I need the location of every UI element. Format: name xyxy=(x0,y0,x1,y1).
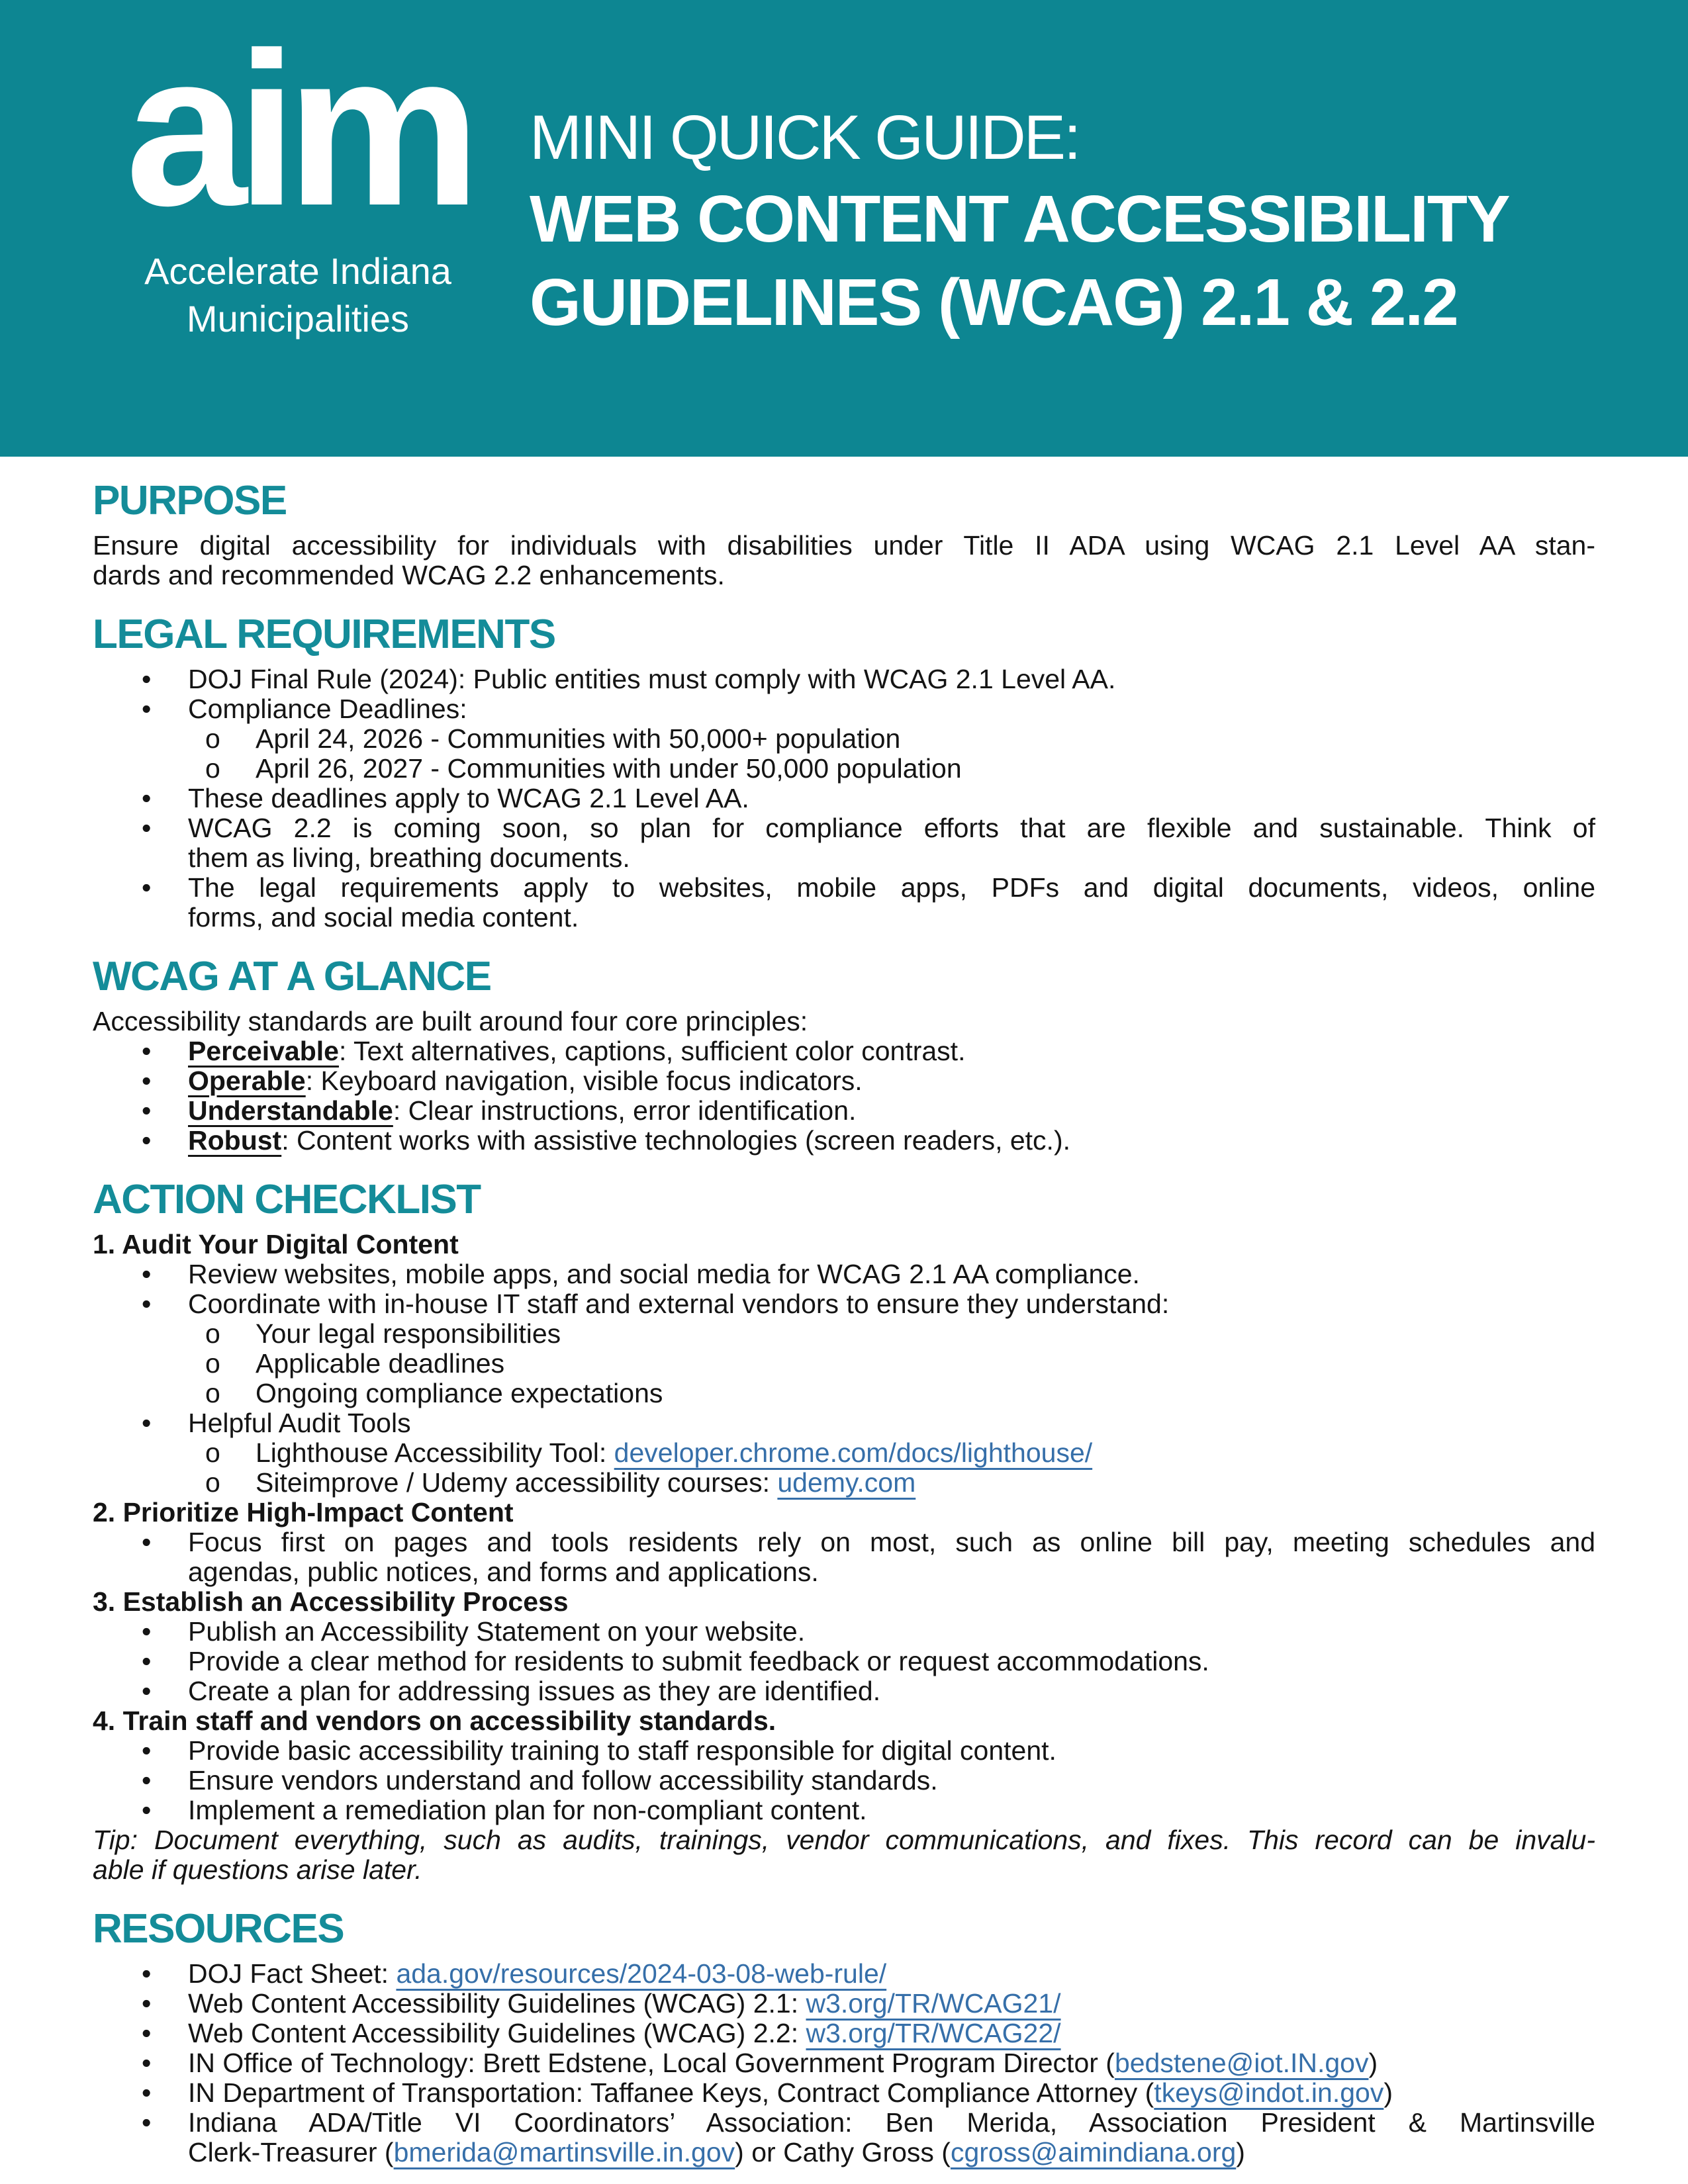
sub-bullet-marker: o xyxy=(205,723,220,754)
sub-bullet-marker: o xyxy=(205,1437,220,1468)
bullet-marker: • xyxy=(142,813,152,843)
bullet-text: Provide basic accessibility training to staff responsible for digital content. xyxy=(188,1735,1056,1766)
bullet-marker: • xyxy=(142,1676,152,1706)
step1-subbullet-lighthouse xyxy=(93,1438,1595,1468)
principle-term: Understandable xyxy=(188,1095,393,1126)
title-line1: WEB CONTENT ACCESSIBILITY xyxy=(530,182,1509,256)
sub-bullet-text: Ongoing compliance expectations xyxy=(256,1378,663,1408)
bullet-marker: • xyxy=(142,1066,152,1096)
sub-bullet-marker: o xyxy=(205,1467,220,1498)
bullet-text: Compliance Deadlines: xyxy=(188,694,467,724)
step3-bullet-statement xyxy=(93,1617,1595,1647)
checklist-step2-title: 2. Prioritize High-Impact Content xyxy=(93,1497,514,1527)
principle-term: Perceivable xyxy=(188,1036,339,1066)
bullet-text-line2 xyxy=(188,2138,1595,2167)
sub-bullet-marker: o xyxy=(205,1348,220,1379)
legal-subbullet-2026 xyxy=(93,724,1595,754)
text-suffix: ) xyxy=(1368,2048,1378,2078)
document-title xyxy=(530,98,1509,344)
bedstene-email-link[interactable]: bedstene@iot.IN.gov xyxy=(1114,2048,1369,2078)
bullet-text-line1: Focus first on pages and tools residents rely on most, such as online bill pay, meeting schedules and xyxy=(188,1527,1595,1557)
step1-subbullet-expectations xyxy=(93,1379,1595,1408)
glance-bullet-robust xyxy=(93,1126,1595,1156)
doj-fact-sheet-link[interactable]: ada.gov/resources/2024-03-08-web-rule/ xyxy=(396,1958,887,1989)
bullet-text: Create a plan for addressing issues as they are identified. xyxy=(188,1676,881,1706)
udemy-link[interactable]: udemy.com xyxy=(777,1467,916,1498)
sub-bullet-text: Applicable deadlines xyxy=(256,1348,505,1379)
step4-bullet-vendors xyxy=(93,1766,1595,1796)
bullet-text: Publish an Accessibility Statement on your website. xyxy=(188,1616,806,1647)
resource-wcag21 xyxy=(93,1989,1595,2019)
sub-bullet-marker: o xyxy=(205,1318,220,1349)
bullet-text: Review websites, mobile apps, and social media for WCAG 2.1 AA compliance. xyxy=(188,1259,1140,1289)
bullet-marker: • xyxy=(142,1289,152,1319)
step1-bullet-coordinate xyxy=(93,1289,1595,1319)
bullet-marker: • xyxy=(142,783,152,813)
bullet-text-line2: them as living, breathing documents. xyxy=(188,842,630,873)
bullet-marker: • xyxy=(142,1036,152,1066)
bullet-marker: • xyxy=(142,664,152,694)
tip-line2: able if questions arise later. xyxy=(93,1854,422,1885)
step4-bullet-remediation xyxy=(93,1796,1595,1825)
checklist-step1-title: 1. Audit Your Digital Content xyxy=(93,1229,459,1259)
legal-bullet-wcag22 xyxy=(93,813,1595,873)
link-label: IN Department of Transportation: Taffanee Keys, Contract Compliance Attorney ( xyxy=(188,2077,1154,2108)
bullet-text xyxy=(188,1096,1595,1126)
step1-bullet-review xyxy=(93,1259,1595,1289)
link-label: IN Office of Technology: Brett Edstene, Local Government Program Director ( xyxy=(188,2048,1115,2078)
glance-bullet-operable xyxy=(93,1066,1595,1096)
wcag-at-a-glance-heading: WCAG AT A GLANCE xyxy=(93,954,491,999)
tip-note xyxy=(93,1825,1595,1885)
purpose-heading: PURPOSE xyxy=(93,478,287,523)
bullet-marker: • xyxy=(142,1095,152,1126)
legal-requirements-heading: LEGAL REQUIREMENTS xyxy=(93,612,555,657)
text-mid: ) or Cathy Gross ( xyxy=(735,2137,951,2167)
principle-term: Robust xyxy=(188,1125,282,1156)
link-label: DOJ Fact Sheet: xyxy=(188,1958,397,1989)
bullet-marker: • xyxy=(142,694,152,724)
bullet-text: DOJ Final Rule (2024): Public entities must comply with WCAG 2.1 Level AA. xyxy=(188,664,1116,694)
bullet-text: These deadlines apply to WCAG 2.1 Level AA. xyxy=(188,783,749,813)
bullet-text: Provide a clear method for residents to submit feedback or request accommodations. xyxy=(188,1646,1209,1676)
link-label: Web Content Accessibility Guidelines (WCAG) 2.2: xyxy=(188,2018,806,2048)
link-label: Lighthouse Accessibility Tool: xyxy=(256,1437,614,1468)
step3-bullet-plan xyxy=(93,1676,1595,1706)
bullet-marker: • xyxy=(142,1125,152,1156)
purpose-line2: dards and recommended WCAG 2.2 enhancements. xyxy=(93,560,725,590)
sub-bullet-text: April 24, 2026 - Communities with 50,000+ population xyxy=(256,723,901,754)
sub-bullet-text: Your legal responsibilities xyxy=(256,1318,561,1349)
bullet-text xyxy=(188,2019,1595,2048)
resources-heading: RESOURCES xyxy=(93,1906,344,1952)
step1-subbullet-courses xyxy=(93,1468,1595,1498)
bullet-text xyxy=(188,1989,1595,2019)
bullet-text xyxy=(188,2048,1595,2078)
bullet-text-line2: agendas, public notices, and forms and applications. xyxy=(188,1557,819,1587)
resource-doj-fact-sheet xyxy=(93,1959,1595,1989)
bullet-text: Helpful Audit Tools xyxy=(188,1408,411,1438)
resource-ada-coordinators xyxy=(93,2108,1595,2167)
step1-subbullet-responsibilities xyxy=(93,1319,1595,1349)
bullet-marker: • xyxy=(142,2107,152,2138)
bullet-text xyxy=(188,1036,1595,1066)
wcag21-link[interactable]: w3.org/TR/WCAG21/ xyxy=(806,1988,1061,2019)
resource-office-of-technology xyxy=(93,2048,1595,2078)
bullet-text xyxy=(188,873,1595,933)
bullet-marker: • xyxy=(142,1616,152,1647)
bullet-text: Coordinate with in-house IT staff and external vendors to ensure they understand: xyxy=(188,1289,1170,1319)
resource-dept-transportation xyxy=(93,2078,1595,2108)
bullet-text xyxy=(188,2078,1595,2108)
sub-bullet-marker: o xyxy=(205,1378,220,1408)
principle-term: Operable xyxy=(188,1066,306,1096)
bullet-text xyxy=(188,2108,1595,2167)
glance-intro: Accessibility standards are built around four core principles: xyxy=(93,1006,808,1036)
bullet-marker: • xyxy=(142,1259,152,1289)
header-band xyxy=(0,0,1688,457)
bullet-text-line1: Indiana ADA/Title VI Coordinators’ Association: Ben Merida, Association President & Martinsville xyxy=(188,2107,1595,2138)
step1-bullet-audit-tools xyxy=(93,1408,1595,1438)
wcag22-link[interactable]: w3.org/TR/WCAG22/ xyxy=(806,2018,1061,2048)
title-line2: GUIDELINES (WCAG) 2.1 & 2.2 xyxy=(530,265,1458,340)
principle-description: : Text alternatives, captions, sufficient color contrast. xyxy=(338,1036,966,1066)
bullet-marker: • xyxy=(142,1408,152,1438)
glance-bullet-understandable xyxy=(93,1096,1595,1126)
bullet-text: Ensure vendors understand and follow accessibility standards. xyxy=(188,1765,938,1796)
bullet-marker: • xyxy=(142,2077,152,2108)
principle-description: : Content works with assistive technologies (screen readers, etc.). xyxy=(281,1125,1070,1156)
legal-bullet-doj-rule xyxy=(93,664,1595,694)
legal-bullet-apply xyxy=(93,784,1595,813)
bullet-text xyxy=(188,1527,1595,1587)
title-eyebrow: MINI QUICK GUIDE: xyxy=(530,103,1080,173)
sub-bullet-text xyxy=(256,1438,1595,1468)
purpose-line1: Ensure digital accessibility for individuals with disabilities under Title II ADA using WCAG 2.1 Level AA stan- xyxy=(93,530,1595,561)
bullet-text xyxy=(188,1126,1595,1156)
text-suffix: ) xyxy=(1383,2077,1393,2108)
bullet-text xyxy=(188,813,1595,873)
link-label: Siteimprove / Udemy accessibility courses: xyxy=(256,1467,778,1498)
sub-bullet-marker: o xyxy=(205,753,220,784)
tkeys-email-link[interactable]: tkeys@indot.in.gov xyxy=(1154,2077,1384,2108)
bullet-text xyxy=(188,1066,1595,1096)
bullet-marker: • xyxy=(142,1958,152,1989)
tip-line1: Tip: Document everything, such as audits, trainings, vendor communications, and fixes. This record can be invalu- xyxy=(93,1825,1595,1855)
aim-logo-subtitle-line1: Accelerate Indiana xyxy=(144,250,451,292)
bullet-text xyxy=(188,1959,1595,1989)
bullet-marker: • xyxy=(142,1527,152,1557)
step1-subbullet-deadlines xyxy=(93,1349,1595,1379)
bullet-text-line1: The legal requirements apply to websites, mobile apps, PDFs and digital documents, videos, online xyxy=(188,872,1595,903)
principle-description: : Clear instructions, error identification. xyxy=(393,1095,857,1126)
principle-description: : Keyboard navigation, visible focus indicators. xyxy=(305,1066,863,1096)
bullet-text: Implement a remediation plan for non-compliant content. xyxy=(188,1795,867,1825)
main-content xyxy=(0,478,1688,2167)
lighthouse-link[interactable]: developer.chrome.com/docs/lighthouse/ xyxy=(614,1437,1093,1468)
checklist-step4-title: 4. Train staff and vendors on accessibility standards. xyxy=(93,1706,776,1736)
step4-bullet-training xyxy=(93,1736,1595,1766)
cgross-email-link[interactable]: cgross@aimindiana.org xyxy=(950,2137,1237,2167)
resource-wcag22 xyxy=(93,2019,1595,2048)
link-label: Clerk-Treasurer ( xyxy=(188,2137,394,2167)
bullet-text-line2: forms, and social media content. xyxy=(188,902,579,933)
bullet-marker: • xyxy=(142,1795,152,1825)
glance-bullet-perceivable xyxy=(93,1036,1595,1066)
sub-bullet-text: April 26, 2027 - Communities with under 50,000 population xyxy=(256,753,962,784)
bullet-marker: • xyxy=(142,2018,152,2048)
step2-bullet-focus xyxy=(93,1527,1595,1587)
bullet-marker: • xyxy=(142,2048,152,2078)
legal-bullet-deadlines xyxy=(93,694,1595,724)
checklist-step3-title: 3. Establish an Accessibility Process xyxy=(93,1586,569,1617)
sub-bullet-text xyxy=(256,1468,1595,1498)
bullet-marker: • xyxy=(142,872,152,903)
bullet-marker: • xyxy=(142,1735,152,1766)
step3-bullet-feedback xyxy=(93,1647,1595,1676)
aim-logo-wordmark: aim xyxy=(125,7,471,251)
legal-subbullet-2027 xyxy=(93,754,1595,784)
aim-logo-subtitle xyxy=(106,248,490,343)
link-label: Web Content Accessibility Guidelines (WCAG) 2.1: xyxy=(188,1988,806,2019)
purpose-paragraph xyxy=(93,531,1595,590)
legal-bullet-scope xyxy=(93,873,1595,933)
bullet-marker: • xyxy=(142,1765,152,1796)
bmerida-email-link[interactable]: bmerida@martinsville.in.gov xyxy=(393,2137,735,2167)
bullet-text-line1: WCAG 2.2 is coming soon, so plan for compliance efforts that are flexible and sustainable. Think of xyxy=(188,813,1595,843)
aim-logo xyxy=(106,7,490,343)
bullet-marker: • xyxy=(142,1988,152,2019)
aim-logo-subtitle-line2: Municipalities xyxy=(186,298,410,340)
action-checklist-heading: ACTION CHECKLIST xyxy=(93,1177,481,1222)
text-suffix: ) xyxy=(1236,2137,1245,2167)
bullet-marker: • xyxy=(142,1646,152,1676)
